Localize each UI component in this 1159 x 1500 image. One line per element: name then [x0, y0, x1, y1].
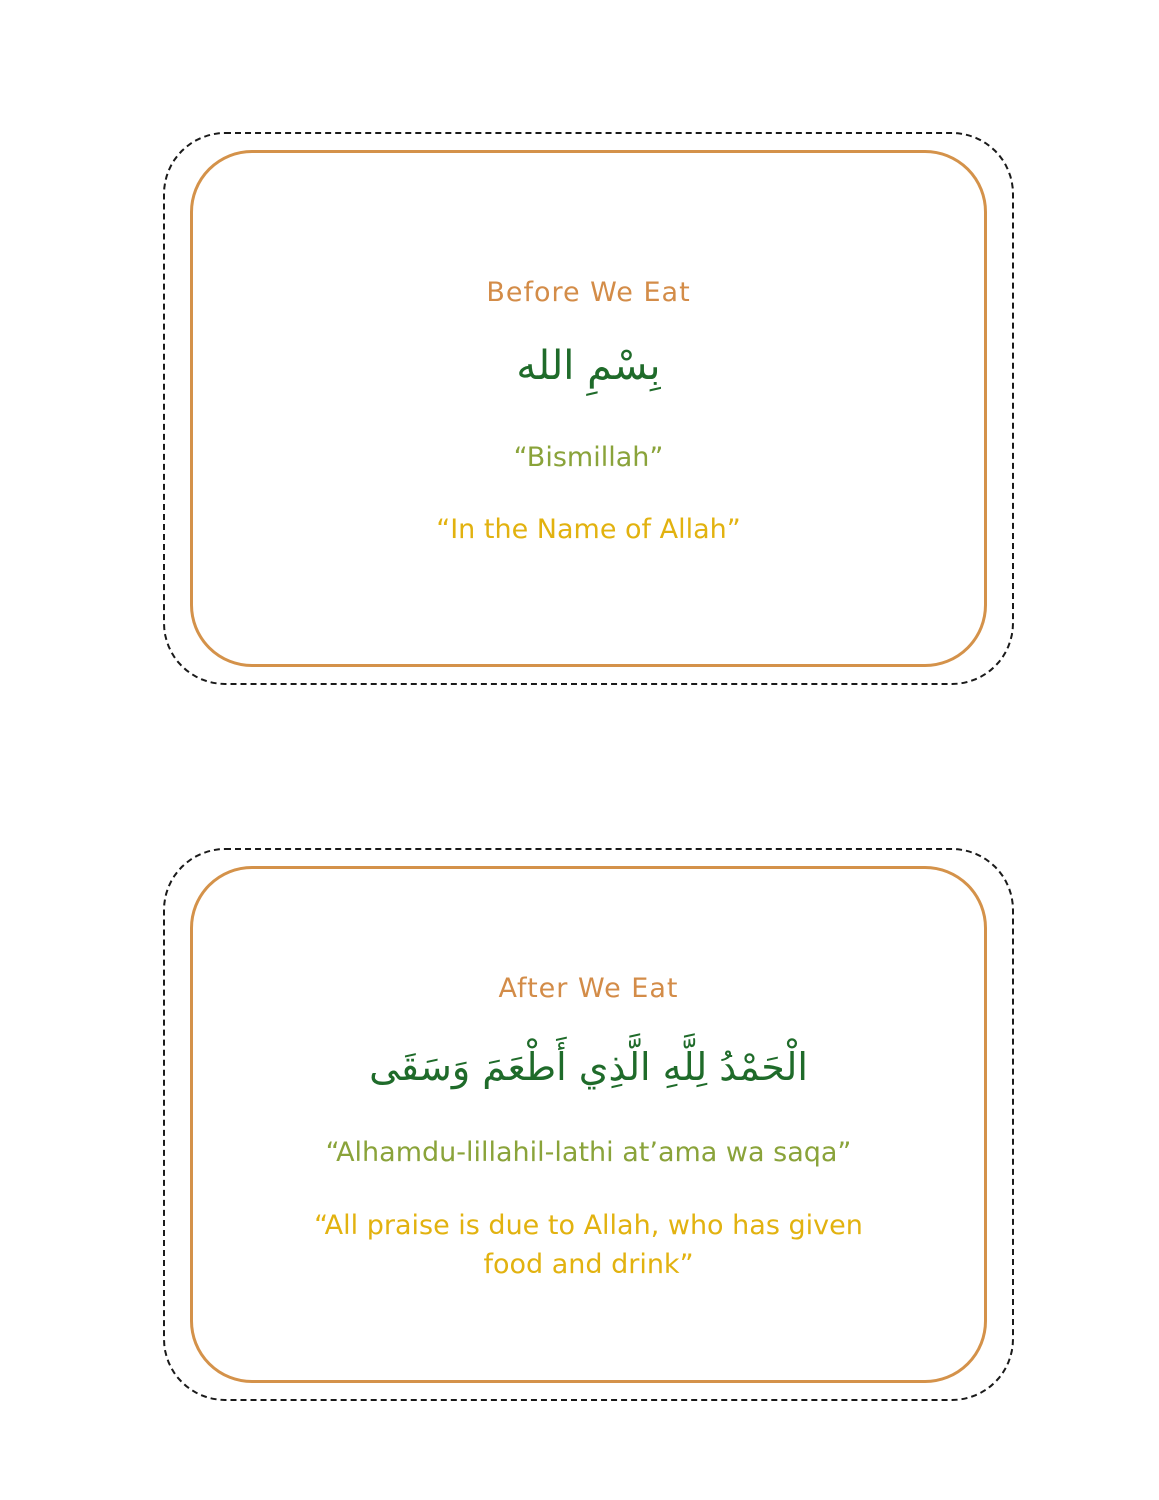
translation	[193, 1206, 984, 1284]
translation	[193, 510, 984, 549]
transliteration: “Bismillah”	[513, 442, 664, 473]
card-before-eating	[190, 150, 987, 667]
translation-line: “All praise is due to Allah, who has given	[314, 1210, 863, 1241]
arabic-dua: بِسْمِ الله	[516, 343, 661, 389]
card-title: After We Eat	[498, 973, 679, 1004]
translation-line: food and drink”	[483, 1249, 694, 1280]
transliteration: “Alhamdu-lillahil-lathi at’ama wa saqa”	[325, 1137, 852, 1168]
card-title: Before We Eat	[486, 277, 691, 308]
translation-line: “In the Name of Allah”	[436, 514, 741, 545]
card-after-eating	[190, 866, 987, 1383]
arabic-dua: الْحَمْدُ لِلَّهِ الَّذِي أَطْعَمَ وَسَقَى	[369, 1045, 808, 1089]
